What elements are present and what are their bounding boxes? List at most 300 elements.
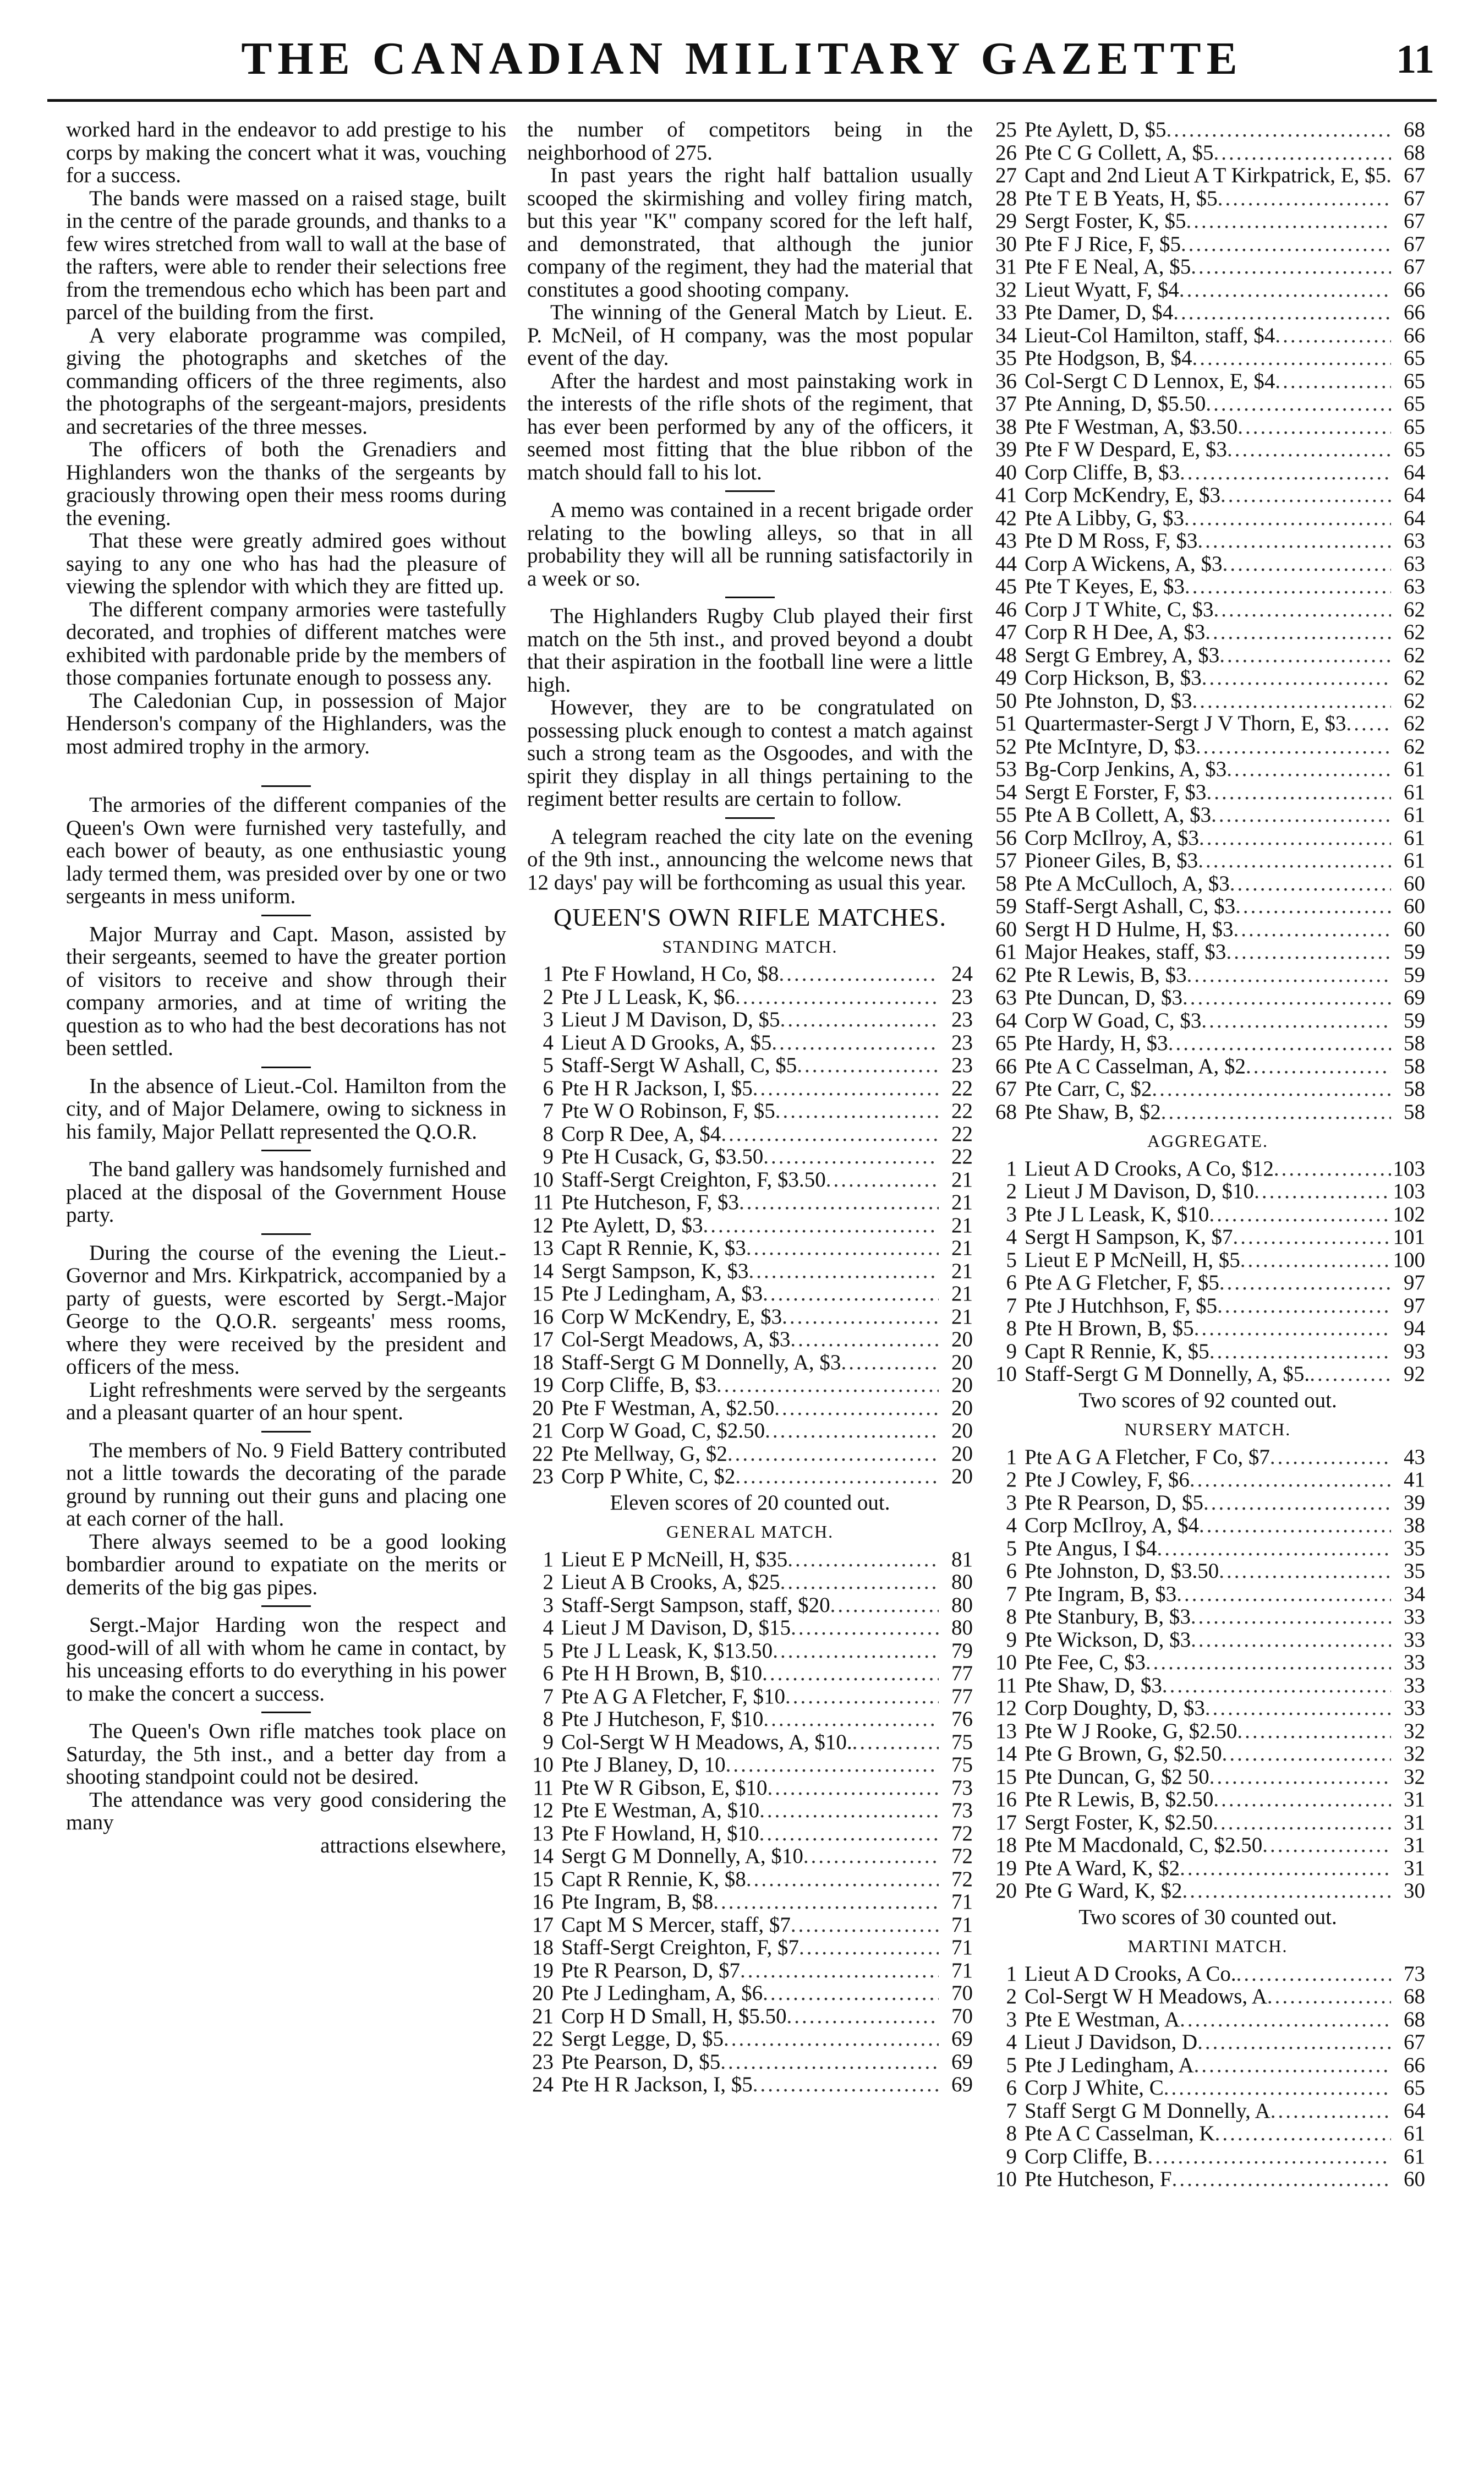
- article-paragraph: A very elaborate programme was compiled, giving the photographs and sketches of the commanding officers of the three regiments, also the photographs of the sergeant-majors, presidents and secretaries of the three messes.: [66, 323, 506, 439]
- result-rank: 29: [995, 210, 1017, 233]
- general-match-list: [527, 1548, 973, 2096]
- result-rank: 53: [995, 758, 1017, 781]
- result-score: 69: [951, 2050, 973, 2073]
- leader-dots: [1180, 2008, 1391, 2031]
- result-score: 60: [1404, 917, 1425, 941]
- result-score: 62: [1404, 689, 1425, 712]
- result-score: 71: [951, 1959, 973, 1982]
- result-score: 22: [951, 1100, 973, 1123]
- result-rank: 66: [995, 1054, 1017, 1078]
- page-header: [0, 32, 1484, 114]
- result-competitor: Corp Cliffe, B: [1025, 2145, 1148, 2168]
- result-row: [990, 621, 1425, 644]
- result-row: [527, 1282, 973, 1305]
- result-rank: 9: [543, 1730, 554, 1753]
- result-score: 66: [1404, 301, 1425, 324]
- result-rank: 39: [995, 438, 1017, 461]
- result-score: 97: [1404, 1271, 1425, 1294]
- result-row: [990, 2122, 1425, 2145]
- result-row: [527, 1868, 973, 1891]
- result-rank: 68: [995, 1100, 1017, 1123]
- result-competitor: Pte W J Rooke, G, $2.50: [1025, 1719, 1237, 1742]
- leader-dots: [765, 1419, 939, 1442]
- result-rank: 54: [995, 780, 1017, 804]
- result-score: 67: [1404, 232, 1425, 255]
- result-rank: 62: [995, 963, 1017, 986]
- result-score: 64: [1404, 484, 1425, 507]
- result-competitor: Pte G Ward, K, $2: [1025, 1879, 1182, 1903]
- result-row: [527, 1031, 973, 1054]
- leader-dots: [1222, 1742, 1391, 1766]
- result-score: 35: [1404, 1537, 1425, 1560]
- result-rank: 20: [532, 1982, 554, 2005]
- result-score: 31: [1404, 1811, 1425, 1834]
- result-competitor: Pte Duncan, D, $3: [1025, 986, 1183, 1009]
- leader-dots: [1209, 1203, 1391, 1226]
- leader-dots: [1226, 758, 1391, 781]
- leader-dots: [1164, 2076, 1391, 2100]
- result-rank: 2: [1006, 1985, 1017, 2008]
- result-row: [527, 2027, 973, 2051]
- result-score: 60: [1404, 895, 1425, 918]
- result-competitor: Col-Sergt W H Meadows, A, $10.: [561, 1730, 852, 1753]
- result-row: [990, 2008, 1425, 2031]
- result-row: [527, 1214, 973, 1237]
- result-rank: 58: [995, 872, 1017, 895]
- result-competitor: Pte R Pearson, D, $7: [561, 1959, 740, 1982]
- leader-dots: [785, 1685, 939, 1708]
- standing-match-note: Eleven scores of 20 counted out.: [610, 1490, 890, 1515]
- result-score: 75: [951, 1753, 973, 1777]
- result-rank: 41: [995, 484, 1017, 507]
- result-row: [990, 827, 1425, 850]
- result-row: [990, 1468, 1425, 1491]
- leader-dots: [1211, 804, 1391, 827]
- result-score: 61: [1404, 804, 1425, 827]
- result-row: [990, 1078, 1425, 1101]
- result-rank: 48: [995, 643, 1017, 666]
- aggregate-title: AGGREGATE.: [1147, 1131, 1268, 1151]
- result-competitor: Corp A Wickens, A, $3: [1025, 552, 1223, 575]
- result-competitor: Lieut A B Crooks, A, $25: [561, 1571, 780, 1594]
- result-competitor: Corp McIlroy, A, $3: [1025, 826, 1200, 849]
- result-competitor: Pte J Hutcheson, F, $10: [561, 1708, 764, 1731]
- result-rank: 12: [995, 1697, 1017, 1720]
- result-row: [527, 1442, 973, 1466]
- header-rule: [47, 99, 1437, 102]
- result-rank: 22: [532, 1442, 554, 1465]
- result-rank: 8: [1006, 1317, 1017, 1340]
- result-rank: 5: [1006, 1537, 1017, 1560]
- result-rank: 7: [1006, 2099, 1017, 2122]
- leader-dots: [1162, 1674, 1391, 1697]
- result-rank: 6: [543, 1662, 554, 1685]
- standing-match-title: STANDING MATCH.: [662, 936, 838, 956]
- result-score: 58: [1404, 1078, 1425, 1101]
- result-rank: 23: [532, 1465, 554, 1488]
- result-competitor: Sergt H Sampson, K, $7: [1025, 1226, 1233, 1249]
- result-competitor: Corp Doughty, D, $3: [1025, 1697, 1205, 1720]
- leader-dots: [1182, 1879, 1391, 1903]
- result-row: [527, 1639, 973, 1663]
- result-competitor: Staff-Sergt G M Donnelly, A, $5.: [1025, 1363, 1310, 1386]
- result-row: [990, 735, 1425, 758]
- result-score: 21: [951, 1237, 973, 1260]
- leader-dots: [1152, 1078, 1391, 1101]
- section-separator: [725, 817, 775, 819]
- result-competitor: Pte Hutcheson, F, $3: [561, 1191, 739, 1214]
- result-rank: 14: [532, 1845, 554, 1868]
- result-rank: 7: [1006, 1582, 1017, 1605]
- result-competitor: Staff Sergt G M Donnelly, A: [1025, 2099, 1271, 2122]
- result-competitor: Col-Sergt W H Meadows, A: [1025, 1985, 1267, 2008]
- result-score: 63: [1404, 529, 1425, 553]
- result-row: [990, 1249, 1425, 1272]
- result-row: [990, 118, 1425, 141]
- leader-dots: [1275, 324, 1391, 347]
- leader-dots: [1237, 1720, 1391, 1743]
- leader-dots: [1146, 1651, 1391, 1674]
- result-competitor: Pte H R Jackson, I, $5: [561, 1076, 753, 1100]
- result-competitor: Pte R Lewis, B, $2.50: [1025, 1788, 1214, 1811]
- result-competitor: Capt R Rennie, K, $8: [561, 1867, 746, 1890]
- result-competitor: Capt R Rennie, K, $5: [1025, 1340, 1209, 1363]
- result-row: [990, 1446, 1425, 1469]
- result-row: [527, 986, 973, 1009]
- result-score: 22: [951, 1145, 973, 1168]
- leader-dots: [791, 1616, 939, 1639]
- leader-dots: [1148, 2145, 1391, 2168]
- result-competitor: Col-Sergt Meadows, A, $3: [561, 1328, 791, 1351]
- result-competitor: Pte A C Casselman, K: [1025, 2122, 1215, 2145]
- result-rank: 13: [995, 1719, 1017, 1742]
- result-rank: 37: [995, 392, 1017, 416]
- result-rank: 56: [995, 826, 1017, 849]
- result-row: [527, 1890, 973, 1914]
- result-rank: 9: [1006, 1628, 1017, 1651]
- article-paragraph: A memo was contained in a recent brigade order relating to the bowling alleys, so that in all probability they will all be running satisfactorily in a week or so.: [527, 498, 973, 591]
- result-rank: 10: [995, 1651, 1017, 1674]
- result-rank: 8: [1006, 2122, 1017, 2145]
- result-score: 60: [1404, 2168, 1425, 2191]
- leader-dots: [1219, 1271, 1391, 1294]
- result-score: 24: [951, 963, 973, 986]
- general-match-continued-list: [990, 118, 1425, 1123]
- article-paragraph: After the hardest and most painstaking work in the interests of the rifle shots of the regiment, that has ever been performed by any of the officers, it seemed most fitting that the blue ribbon of the match should fall to his lot.: [527, 369, 973, 484]
- leader-dots: [720, 2051, 939, 2074]
- result-rank: 14: [995, 1742, 1017, 1766]
- leader-dots: [746, 1868, 939, 1891]
- result-score: 41: [1404, 1468, 1425, 1491]
- result-score: 67: [1404, 164, 1425, 187]
- result-competitor: Pte F Howland, H Co, $8: [561, 963, 779, 986]
- result-score: 32: [1404, 1742, 1425, 1766]
- leader-dots: [1172, 2168, 1391, 2191]
- result-row: [527, 1799, 973, 1822]
- result-competitor: Corp P White, C, $2: [561, 1465, 736, 1488]
- result-score: 61: [1404, 780, 1425, 804]
- leader-dots: [716, 1374, 939, 1397]
- result-row: [527, 1397, 973, 1420]
- result-score: 71: [951, 1936, 973, 1959]
- nursery-match-note: Two scores of 30 counted out.: [1078, 1905, 1337, 1929]
- result-competitor: Pte F J Rice, F, $5: [1025, 232, 1181, 255]
- result-competitor: Pte J L Leask, K, $6: [561, 985, 735, 1008]
- result-competitor: Pte W O Robinson, F, $5: [561, 1100, 775, 1123]
- result-row: [990, 712, 1425, 735]
- result-competitor: Pte Shaw, D, $3: [1025, 1674, 1162, 1697]
- leader-dots: [1176, 1583, 1391, 1606]
- leader-dots: [1267, 1985, 1391, 2008]
- result-rank: 6: [543, 1076, 554, 1100]
- result-score: 33: [1404, 1651, 1425, 1674]
- result-competitor: Pte Carr, C, $2: [1025, 1078, 1152, 1101]
- result-row: [990, 2145, 1425, 2168]
- article-paragraph: Light refreshments were served by the sergeants and a pleasant quarter of an hour spent.: [66, 1378, 506, 1424]
- result-row: [527, 1662, 973, 1685]
- result-rank: 46: [995, 598, 1017, 621]
- result-rank: 27: [995, 164, 1017, 187]
- article-paragraph: The different company armories were tastefully decorated, and trophies of different matches were exhibited with pardonable pride by the members of those companies fortunate enough to possess any.: [66, 597, 506, 690]
- result-competitor: Corp H D Small, H, $5.50: [561, 2004, 787, 2027]
- result-score: 23: [951, 1008, 973, 1031]
- result-competitor: Corp R H Dee, A, $3: [1025, 621, 1206, 644]
- result-competitor: Sergt Sampson, K, $3: [561, 1259, 749, 1282]
- result-competitor: Pte A G A Fletcher, F, $10: [561, 1685, 786, 1708]
- result-competitor: Pte M Macdonald, C, $2.50: [1025, 1834, 1263, 1857]
- result-row: [990, 1491, 1425, 1515]
- standing-match: [527, 936, 973, 1515]
- result-rank: 4: [1006, 2031, 1017, 2054]
- result-row: [990, 941, 1425, 964]
- result-row: [990, 1834, 1425, 1857]
- result-competitor: Quartermaster-Sergt J V Thorn, E, $3: [1025, 712, 1346, 735]
- leader-dots: [1191, 1605, 1391, 1628]
- result-score: 72: [951, 1867, 973, 1890]
- result-row: [990, 1009, 1425, 1032]
- result-row: [990, 872, 1425, 895]
- result-row: [990, 849, 1425, 872]
- result-rank: 64: [995, 1009, 1017, 1032]
- result-competitor: Capt M S Mercer, staff, $7: [561, 1913, 791, 1936]
- result-rank: 25: [995, 118, 1017, 141]
- result-competitor: Pte A C Casselman, A, $2: [1025, 1054, 1246, 1078]
- result-row: [990, 690, 1425, 713]
- result-score: 73: [1404, 1962, 1425, 1985]
- article-paragraph: Major Murray and Capt. Mason, assisted by their sergeants, seemed to have the greater portion of visitors to receive and show through their company armories, and at time of writing the question as to who had the best decorations has not been settled.: [66, 922, 506, 1060]
- result-row: [990, 1317, 1425, 1340]
- article-paragraph: The winning of the General Match by Lieut. E. P. McNeil, of H company, was the most popular event of the day.: [527, 300, 973, 370]
- result-row: [990, 2031, 1425, 2054]
- result-score: 73: [951, 1799, 973, 1822]
- result-row: [990, 781, 1425, 804]
- result-row: [990, 895, 1425, 918]
- result-competitor: Pte Fee, C, $3: [1025, 1651, 1146, 1674]
- leader-dots: [1213, 1811, 1391, 1834]
- result-rank: 5: [1006, 2053, 1017, 2076]
- result-rank: 21: [532, 1419, 554, 1442]
- leader-dots: [852, 1731, 939, 1754]
- result-row: [527, 1777, 973, 1800]
- result-competitor: Sergt Foster, K, $5: [1025, 210, 1186, 233]
- result-score: 35: [1404, 1560, 1425, 1583]
- leader-dots: [1180, 461, 1391, 484]
- leader-dots: [1197, 2031, 1391, 2054]
- result-row: [990, 1583, 1425, 1606]
- leader-dots: [1205, 621, 1391, 644]
- result-score: 22: [951, 1076, 973, 1100]
- result-competitor: Lieut Wyatt, F, $4: [1025, 278, 1179, 301]
- leader-dots: [782, 1305, 939, 1329]
- result-score: 63: [1404, 552, 1425, 575]
- leader-dots: [1235, 895, 1391, 918]
- result-row: [527, 1616, 973, 1639]
- article-paragraph: worked hard in the endeavor to add prestige to his corps by making the concert what it was, vouching for a success.: [66, 118, 506, 187]
- result-competitor: Pte A Ward, K, $2: [1025, 1856, 1180, 1879]
- result-score: 67: [1404, 2031, 1425, 2054]
- nursery-match-title: NURSERY MATCH.: [1124, 1419, 1291, 1439]
- result-rank: 3: [1006, 1202, 1017, 1226]
- result-competitor: Pte Angus, I $4: [1025, 1537, 1157, 1560]
- article-paragraph: The attendance was very good considering the many: [66, 1788, 506, 1834]
- article-paragraph: The Queen's Own rifle matches took place on Saturday, the 5th inst., and a better day from a shooting standpoint could not be desired.: [66, 1719, 506, 1789]
- result-rank: 16: [532, 1305, 554, 1328]
- result-rank: 2: [543, 1571, 554, 1594]
- result-score: 32: [1404, 1719, 1425, 1742]
- leader-dots: [787, 2005, 939, 2028]
- result-rank: 26: [995, 141, 1017, 164]
- result-competitor: Pte Stanbury, B, $3: [1025, 1605, 1191, 1628]
- leader-dots: [1217, 1294, 1391, 1318]
- result-rank: 67: [995, 1078, 1017, 1101]
- result-score: 59: [1404, 963, 1425, 986]
- leader-dots: [1213, 598, 1391, 621]
- result-row: [527, 1237, 973, 1260]
- leader-dots: [1184, 507, 1391, 530]
- result-rank: 3: [543, 1593, 554, 1616]
- result-score: 73: [951, 1776, 973, 1799]
- result-rank: 24: [532, 2073, 554, 2096]
- article-paragraph: The members of No. 9 Field Battery contributed not a little towards the decorating of the parade ground by running out their guns and placing one at each corner of the hall.: [66, 1438, 506, 1531]
- result-rank: 21: [532, 2004, 554, 2027]
- leader-dots: [1223, 553, 1391, 576]
- result-rank: 1: [1006, 1962, 1017, 1985]
- leader-dots: [799, 1936, 939, 1959]
- result-row: [990, 347, 1425, 370]
- result-competitor: Pte Mellway, G, $2: [561, 1442, 727, 1465]
- result-row: [990, 1788, 1425, 1811]
- result-rank: 35: [995, 347, 1017, 370]
- result-score: 62: [1404, 712, 1425, 735]
- result-score: 69: [951, 2027, 973, 2051]
- leader-dots: [727, 1442, 939, 1466]
- result-competitor: Capt R Rennie, K, $3: [561, 1237, 746, 1260]
- result-rank: 28: [995, 187, 1017, 210]
- result-rank: 45: [995, 575, 1017, 598]
- result-score: 64: [1404, 461, 1425, 484]
- result-rank: 31: [995, 255, 1017, 278]
- result-rank: 12: [532, 1799, 554, 1822]
- result-rank: 1: [543, 1548, 554, 1571]
- leader-dots: [1185, 575, 1391, 598]
- result-competitor: Pte Shaw, B, $2: [1025, 1100, 1161, 1123]
- leader-dots: [713, 1890, 939, 1914]
- result-rank: 2: [543, 985, 554, 1008]
- result-score: 21: [951, 1305, 973, 1328]
- result-row: [990, 1363, 1425, 1386]
- result-score: 30: [1404, 1879, 1425, 1903]
- section-separator: [261, 785, 311, 787]
- leader-dots: [1167, 118, 1392, 141]
- leader-dots: [1275, 370, 1391, 393]
- result-competitor: Pte Johnston, D, $3.50: [1025, 1560, 1219, 1583]
- article-paragraph: In past years the right half battalion usually scooped the skirmishing and volley firing match, but this year "K" company scored for the left half, and demonstrated, that although the junior company of the regiment, they had the material that constitutes a good shooting company.: [527, 163, 973, 302]
- leader-dots: [724, 2027, 939, 2051]
- leader-dots: [1181, 233, 1391, 256]
- result-competitor: Staff-Sergt Ashall, C, $3: [1025, 895, 1236, 918]
- section-separator: [261, 1150, 311, 1151]
- leader-dots: [773, 1639, 939, 1663]
- result-rank: 44: [995, 552, 1017, 575]
- leader-dots: [1161, 1101, 1391, 1124]
- result-score: 81: [951, 1548, 973, 1571]
- result-rank: 16: [995, 1788, 1017, 1811]
- result-rank: 6: [1006, 1560, 1017, 1583]
- column-3: [990, 118, 1425, 2191]
- result-competitor: Sergt G M Donnelly, A, $10: [561, 1845, 803, 1868]
- result-rank: 13: [532, 1237, 554, 1260]
- result-competitor: Pte D M Ross, F, $3: [1025, 529, 1198, 553]
- result-row: [990, 416, 1425, 439]
- result-rank: 8: [543, 1708, 554, 1731]
- result-competitor: Pte F Westman, A, $2.50: [561, 1396, 775, 1419]
- spacer: [66, 758, 506, 779]
- leader-dots: [1386, 164, 1391, 187]
- article-paragraph: In the absence of Lieut.-Col. Hamilton from the city, and of Major Delamere, owing to sickness in his family, Major Pellatt represented the Q.O.R.: [66, 1074, 506, 1144]
- result-rank: 9: [1006, 2145, 1017, 2168]
- result-rank: 14: [532, 1259, 554, 1282]
- result-competitor: Pte A G A Fletcher, F Co, $7: [1025, 1445, 1270, 1468]
- result-score: 77: [951, 1685, 973, 1708]
- general-match-title: GENERAL MATCH.: [666, 1522, 834, 1542]
- result-competitor: Pte H Cusack, G, $3.50: [561, 1145, 764, 1168]
- result-row: [527, 1191, 973, 1214]
- result-score: 31: [1404, 1788, 1425, 1811]
- result-competitor: Pte Hutcheson, F: [1025, 2168, 1172, 2191]
- result-competitor: Corp McKendry, E, $3: [1025, 484, 1220, 507]
- result-competitor: Pte E Westman, A, $10: [561, 1799, 760, 1822]
- result-rank: 7: [1006, 1294, 1017, 1317]
- result-row: [527, 2051, 973, 2074]
- result-rank: 18: [532, 1351, 554, 1374]
- result-row: [527, 1260, 973, 1283]
- leader-dots: [749, 1260, 939, 1283]
- result-competitor: Major Heakes, staff, $3: [1025, 941, 1226, 964]
- result-row: [990, 1157, 1425, 1180]
- leader-dots: [1262, 1834, 1391, 1857]
- result-rank: 43: [995, 529, 1017, 553]
- result-rank: 1: [1006, 1445, 1017, 1468]
- result-competitor: Corp R Dee, A, $4: [561, 1122, 721, 1145]
- result-score: 21: [951, 1282, 973, 1305]
- leader-dots: [1271, 2100, 1391, 2123]
- result-row: [527, 1168, 973, 1191]
- section-separator: [261, 1605, 311, 1607]
- article-paragraph: attractions elsewhere,: [320, 1833, 506, 1857]
- section-separator: [261, 1233, 311, 1235]
- section-separator: [261, 915, 311, 916]
- column-1: [66, 118, 506, 1857]
